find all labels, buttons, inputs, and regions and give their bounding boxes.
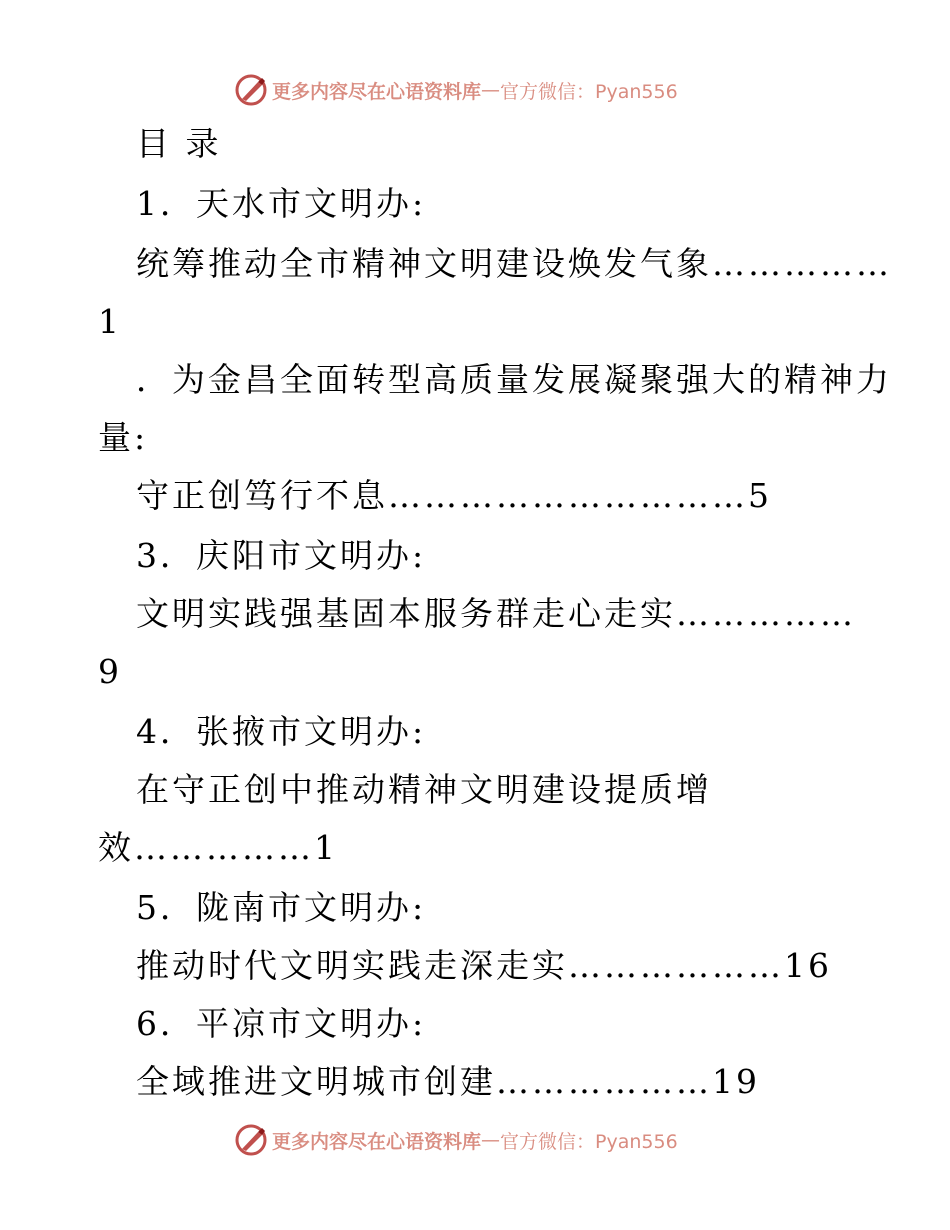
toc-line: 量: [98,418,149,457]
toc-line: 文明实践强基固本服务群走心走实…………… [136,594,856,633]
footer-watermark [234,1122,678,1158]
toc-line: 全域推进文明城市创建………………19 [136,1062,760,1101]
toc-line: 6．平凉市文明办: [136,1004,427,1043]
header-watermark [234,72,678,108]
toc-line: 推动时代文明实践走深走实………………16 [136,946,832,985]
watermark-separator: — [481,79,501,101]
toc-line: 效……………1 [98,828,338,867]
toc-line: 9 [98,652,122,691]
toc-line: 1．天水市文明办: [136,184,427,223]
toc-line: 4．张掖市文明办: [136,712,427,751]
toc-line: 统筹推动全市精神文明建设焕发气象…………… [136,244,892,283]
watermark-text: 更多内容尽在心语资料库 [272,80,482,103]
toc-line: 1 [98,302,122,341]
toc-title: 目 录 [136,124,222,163]
pen-seal-icon [234,1123,268,1157]
pen-seal-icon [234,73,268,107]
watermark-contact: 官方微信：Pyan556 [500,80,678,103]
watermark-separator: — [481,1129,501,1151]
watermark-contact: 官方微信：Pyan556 [500,1130,678,1153]
toc-line: 5．陇南市文明办: [136,888,427,927]
watermark-text: 更多内容尽在心语资料库 [272,1130,482,1153]
toc-line: 在守正创中推动精神文明建设提质增 [136,770,712,809]
toc-line: 3．庆阳市文明办: [136,536,427,575]
toc-line: ．为金昌全面转型高质量发展凝聚强大的精神力 [136,360,892,399]
toc-line: 守正创笃行不息…………………………5 [136,476,772,515]
